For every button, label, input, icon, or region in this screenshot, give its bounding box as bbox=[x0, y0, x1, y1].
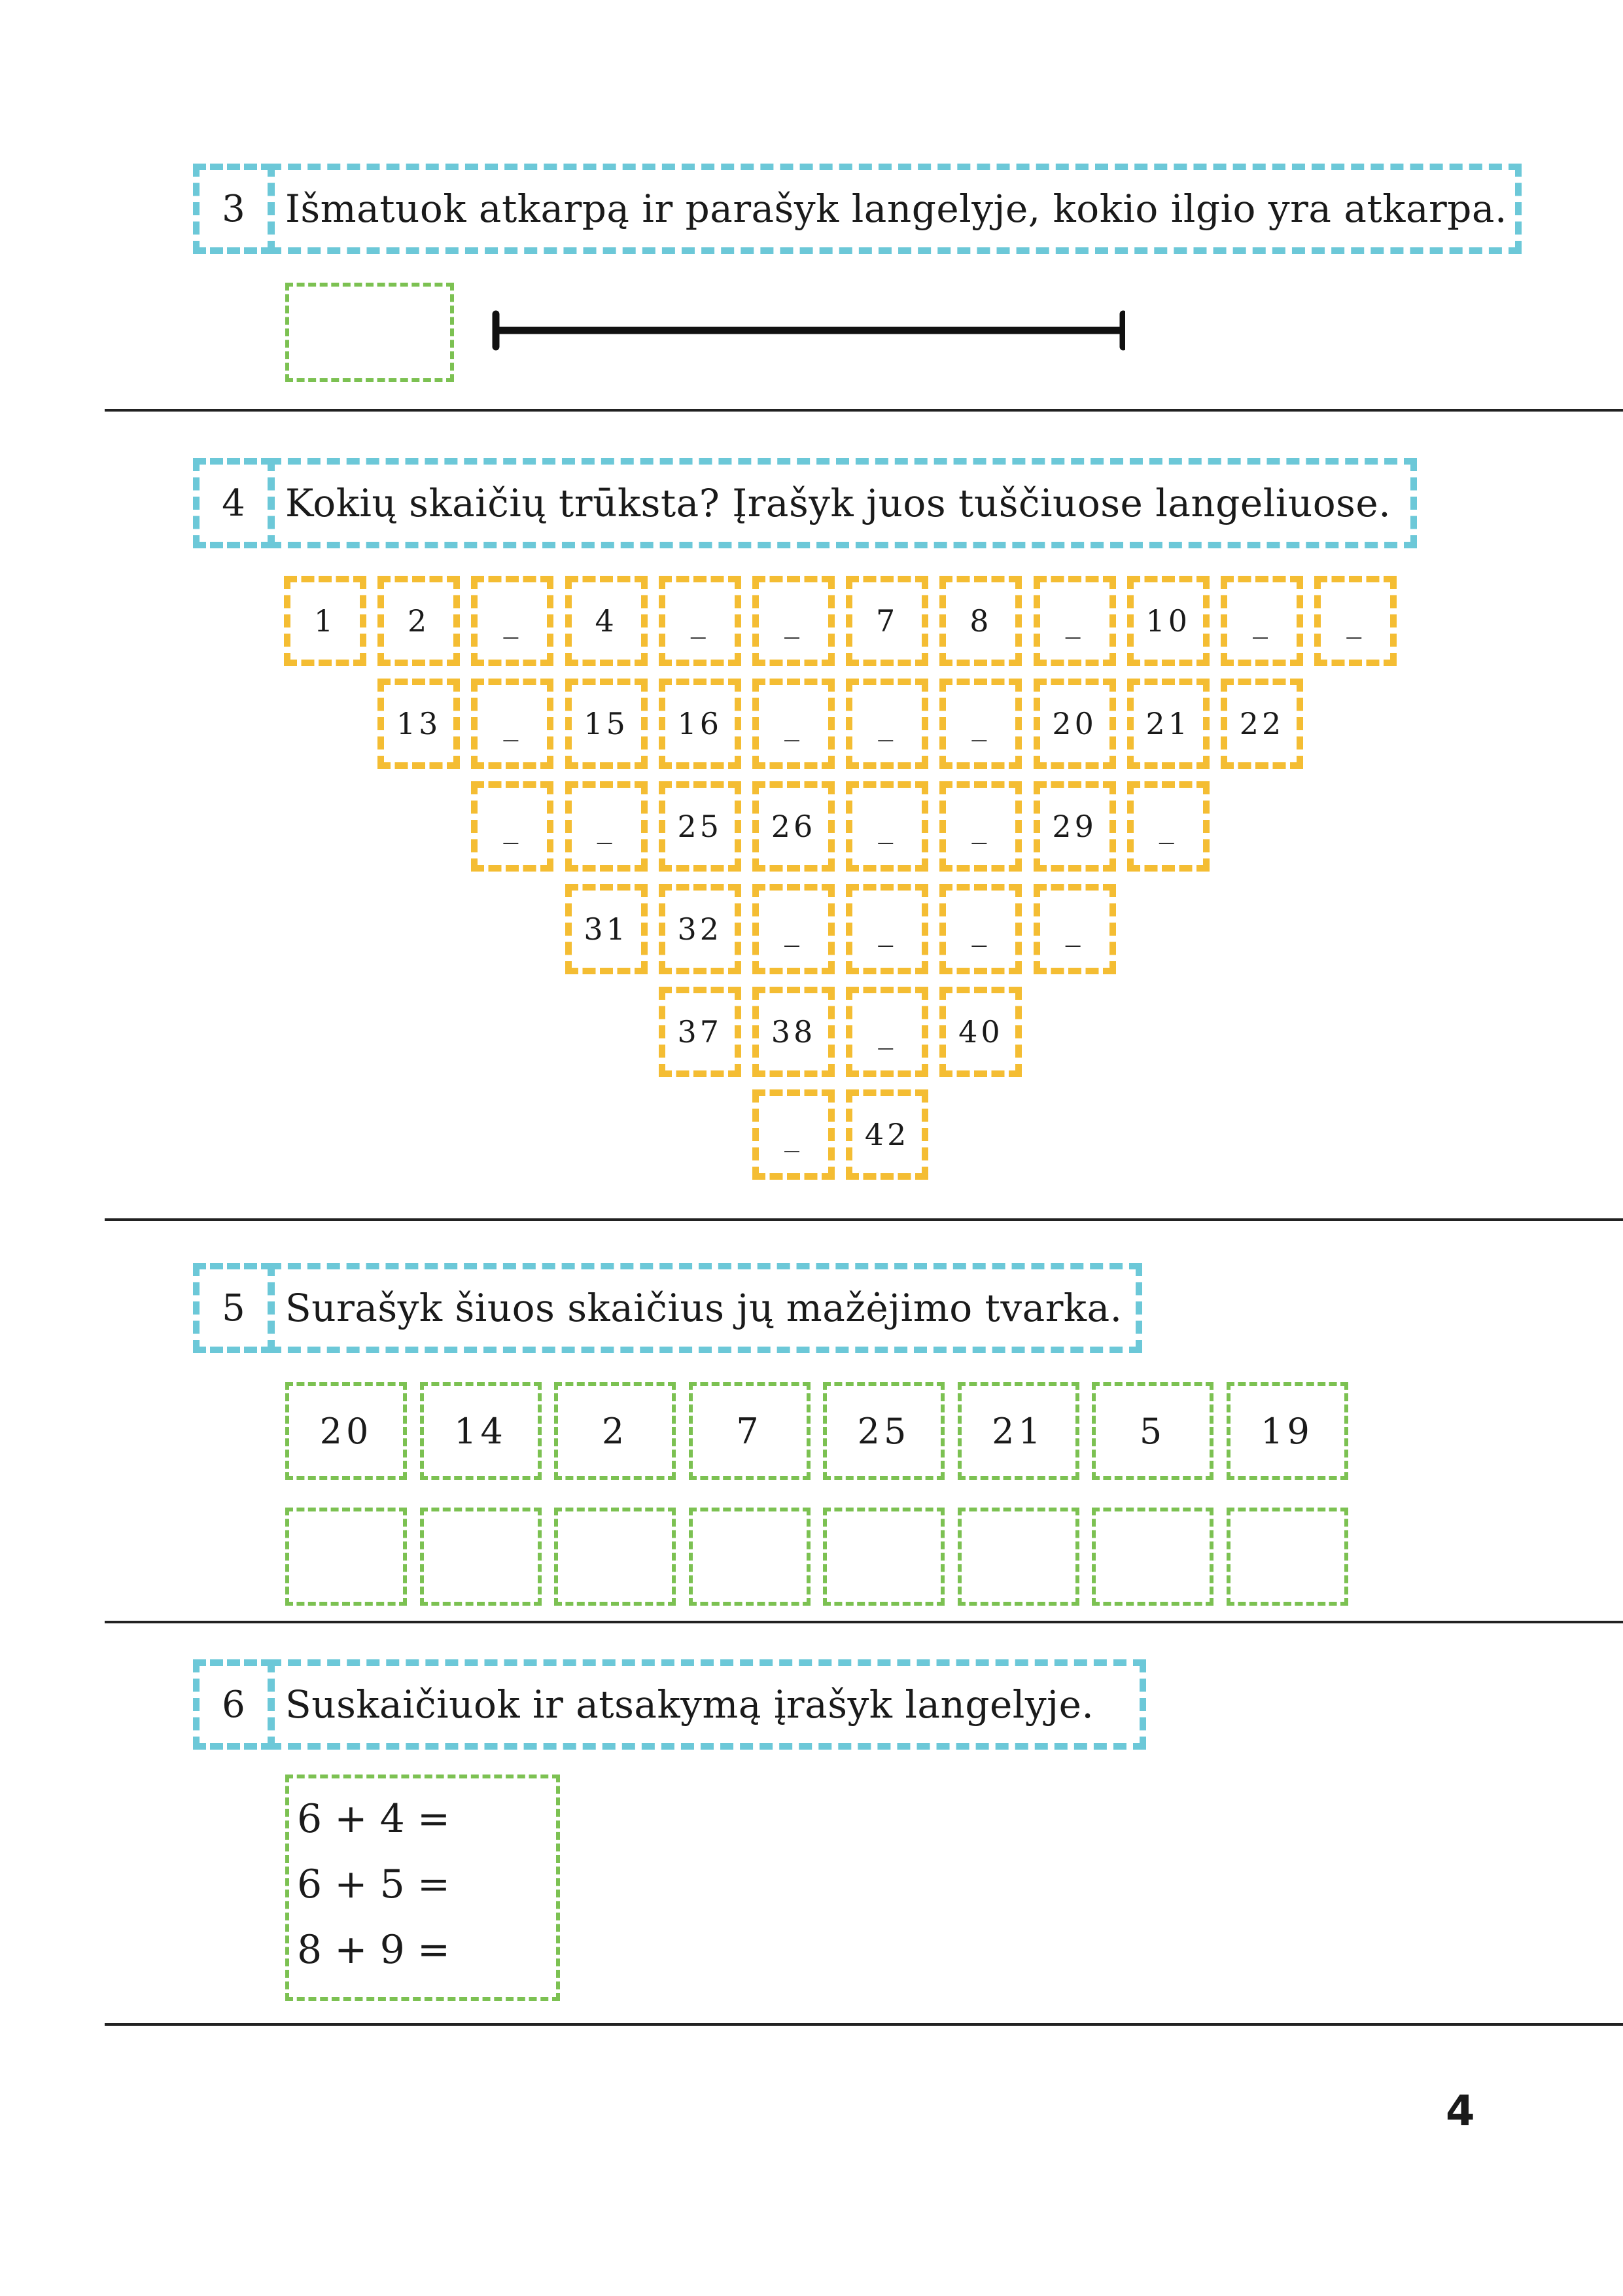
pyramid-empty-cell[interactable]: _ bbox=[471, 781, 553, 872]
pyramid-cell: 32 bbox=[659, 884, 741, 974]
sort-number-box: 21 bbox=[958, 1382, 1079, 1480]
pyramid-empty-cell[interactable]: _ bbox=[471, 679, 553, 769]
pyramid-cell: 15 bbox=[565, 679, 648, 769]
pyramid-cell: 7 bbox=[846, 576, 928, 666]
pyramid-cell: 25 bbox=[659, 781, 741, 872]
task-4-number: 4 bbox=[222, 482, 245, 525]
task-4-instruction-box bbox=[268, 458, 1417, 548]
pyramid-cell: 29 bbox=[1034, 781, 1116, 872]
divider bbox=[105, 2023, 1623, 2026]
task-4-number-box bbox=[193, 458, 274, 548]
pyramid-empty-cell[interactable]: _ bbox=[752, 679, 835, 769]
pyramid-cell: 21 bbox=[1127, 679, 1210, 769]
measure-answer-box[interactable] bbox=[285, 283, 454, 382]
sort-number-box: 2 bbox=[554, 1382, 676, 1480]
pyramid-empty-cell[interactable]: _ bbox=[846, 987, 928, 1077]
pyramid-empty-cell[interactable]: _ bbox=[752, 576, 835, 666]
divider bbox=[105, 1621, 1623, 1623]
pyramid-empty-cell[interactable]: _ bbox=[659, 576, 741, 666]
pyramid-cell: 37 bbox=[659, 987, 741, 1077]
pyramid-empty-cell[interactable]: _ bbox=[565, 781, 648, 872]
pyramid-empty-cell[interactable]: _ bbox=[939, 679, 1022, 769]
task-5-instruction: Surašyk šiuos skaičius jų mažėjimo tvarka. bbox=[285, 1286, 1123, 1330]
pyramid-cell: 42 bbox=[846, 1089, 928, 1180]
sort-number-box: 7 bbox=[689, 1382, 811, 1480]
sort-number-box: 19 bbox=[1227, 1382, 1348, 1480]
task-3-number-box bbox=[193, 164, 274, 254]
divider bbox=[105, 409, 1623, 412]
sort-answer-box[interactable] bbox=[1092, 1508, 1213, 1606]
pyramid-empty-cell[interactable]: _ bbox=[1127, 781, 1210, 872]
sort-answer-box[interactable] bbox=[554, 1508, 676, 1606]
pyramid-empty-cell[interactable]: _ bbox=[939, 884, 1022, 974]
pyramid-cell: 38 bbox=[752, 987, 835, 1077]
page-number: 4 bbox=[1446, 2087, 1475, 2136]
pyramid-cell: 2 bbox=[377, 576, 460, 666]
equation: 6 + 5 = bbox=[297, 1862, 451, 1907]
task-3-number: 3 bbox=[222, 187, 245, 230]
sort-number-box: 5 bbox=[1092, 1382, 1213, 1480]
pyramid-cell: 40 bbox=[939, 987, 1022, 1077]
pyramid-empty-cell[interactable]: _ bbox=[752, 884, 835, 974]
equation: 8 + 9 = bbox=[297, 1927, 451, 1973]
sort-number-box: 25 bbox=[823, 1382, 945, 1480]
line-segment bbox=[484, 308, 1125, 353]
pyramid-empty-cell[interactable]: _ bbox=[1034, 576, 1116, 666]
pyramid-cell: 31 bbox=[565, 884, 648, 974]
sort-answer-box[interactable] bbox=[285, 1508, 407, 1606]
pyramid-empty-cell[interactable]: _ bbox=[752, 1089, 835, 1180]
pyramid-cell: 22 bbox=[1221, 679, 1303, 769]
task-6-number: 6 bbox=[222, 1683, 245, 1726]
equation: 6 + 4 = bbox=[297, 1796, 451, 1842]
pyramid-empty-cell[interactable]: _ bbox=[939, 781, 1022, 872]
pyramid-cell: 8 bbox=[939, 576, 1022, 666]
pyramid-empty-cell[interactable]: _ bbox=[471, 576, 553, 666]
task-6-instruction: Suskaičiuok ir atsakymą įrašyk langelyje. bbox=[285, 1682, 1094, 1727]
sort-answer-box[interactable] bbox=[1227, 1508, 1348, 1606]
task-6-number-box bbox=[193, 1659, 274, 1750]
sort-answer-box[interactable] bbox=[420, 1508, 542, 1606]
pyramid-empty-cell[interactable]: _ bbox=[846, 679, 928, 769]
pyramid-empty-cell[interactable]: _ bbox=[846, 781, 928, 872]
sort-answer-box[interactable] bbox=[689, 1508, 811, 1606]
task-4-instruction: Kokių skaičių trūksta? Įrašyk juos tuščiuose langeliuose. bbox=[285, 481, 1391, 525]
equations-box[interactable] bbox=[285, 1775, 560, 2001]
divider bbox=[105, 1218, 1623, 1221]
task-5-instruction-box bbox=[268, 1263, 1142, 1353]
task-3-instruction-box bbox=[268, 164, 1522, 254]
task-6-instruction-box bbox=[268, 1659, 1146, 1750]
sort-number-box: 14 bbox=[420, 1382, 542, 1480]
pyramid-cell: 13 bbox=[377, 679, 460, 769]
pyramid-cell: 26 bbox=[752, 781, 835, 872]
pyramid-cell: 10 bbox=[1127, 576, 1210, 666]
pyramid-empty-cell[interactable]: _ bbox=[846, 884, 928, 974]
pyramid-cell: 1 bbox=[284, 576, 366, 666]
sort-answer-box[interactable] bbox=[958, 1508, 1079, 1606]
pyramid-cell: 16 bbox=[659, 679, 741, 769]
task-3-instruction: Išmatuok atkarpą ir parašyk langelyje, kokio ilgio yra atkarpa. bbox=[285, 186, 1507, 231]
task-5-number-box bbox=[193, 1263, 274, 1353]
pyramid-empty-cell[interactable]: _ bbox=[1034, 884, 1116, 974]
sort-answer-box[interactable] bbox=[823, 1508, 945, 1606]
task-5-number: 5 bbox=[222, 1286, 245, 1330]
pyramid-empty-cell[interactable]: _ bbox=[1314, 576, 1397, 666]
sort-number-box: 20 bbox=[285, 1382, 407, 1480]
pyramid-cell: 20 bbox=[1034, 679, 1116, 769]
pyramid-cell: 4 bbox=[565, 576, 648, 666]
pyramid-empty-cell[interactable]: _ bbox=[1221, 576, 1303, 666]
